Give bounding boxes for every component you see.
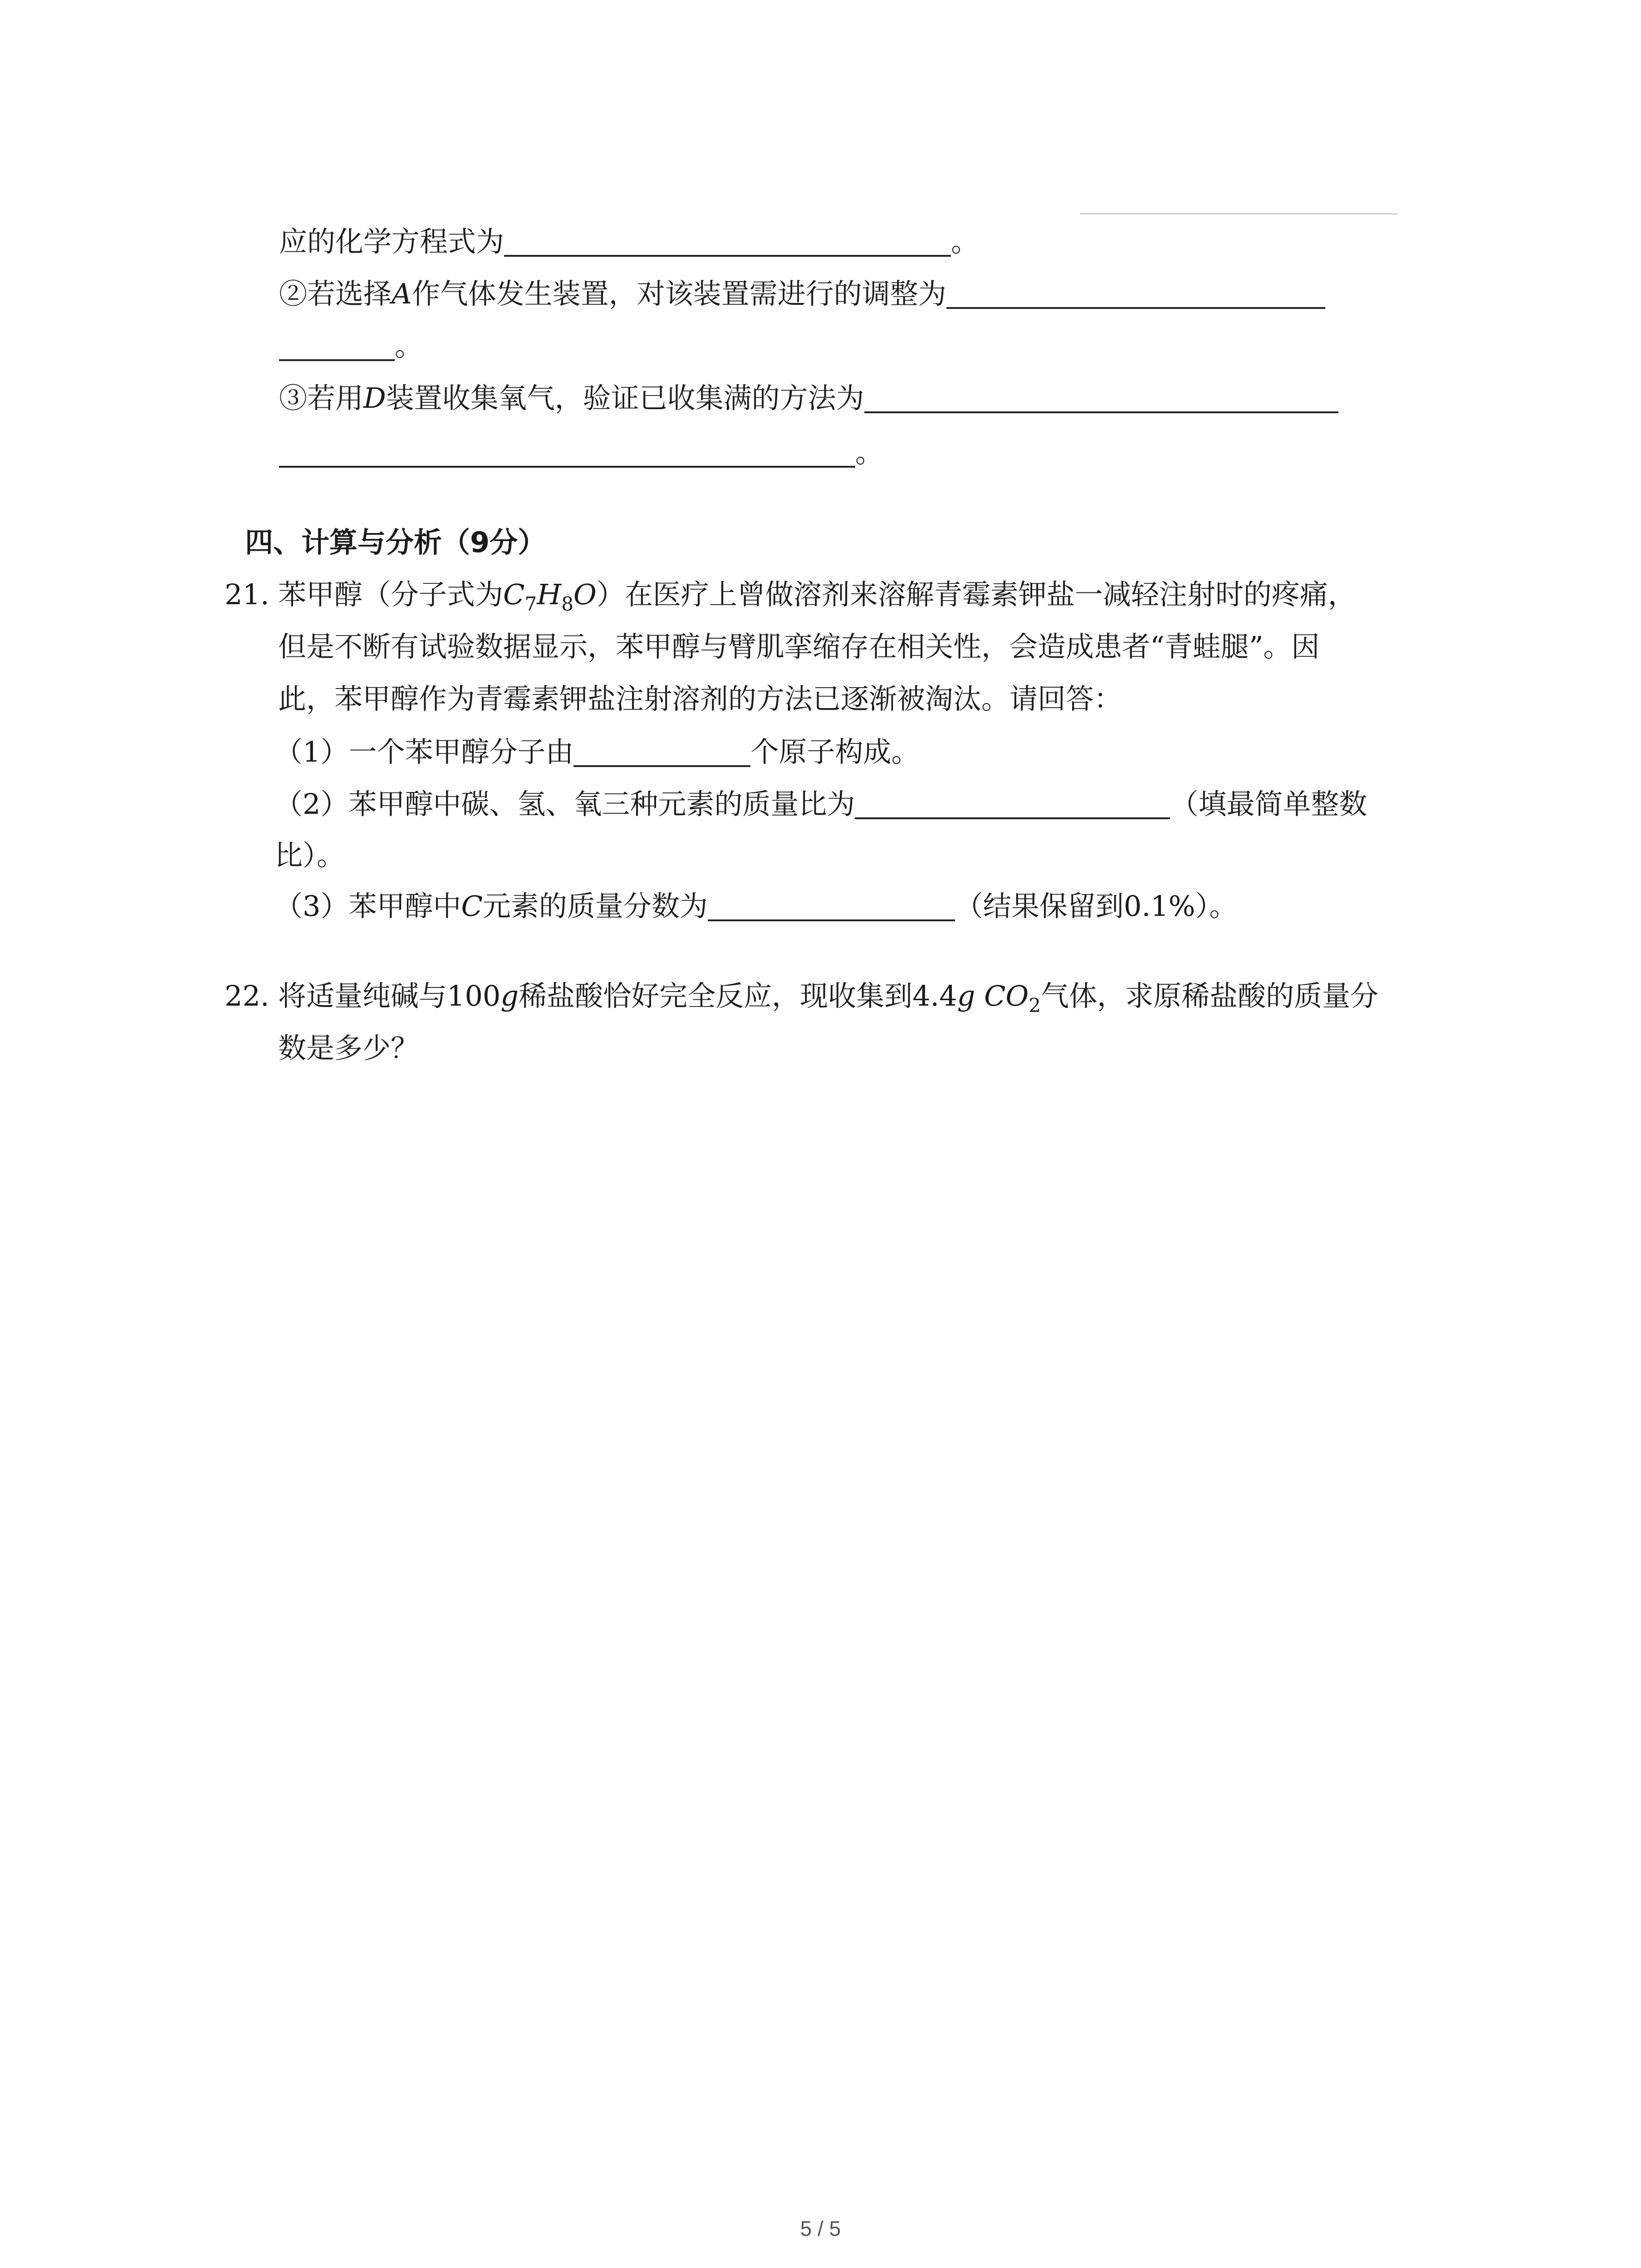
answer-blank-atom-count[interactable] <box>573 737 750 767</box>
answer-blank-mass-ratio[interactable] <box>855 789 1170 819</box>
q21-sub-3: （3）苯甲醇中C元素的质量分数为 （结果保留到0.1%）。 <box>274 890 1238 923</box>
answer-blank-mass-fraction[interactable] <box>708 891 955 921</box>
q22-line-2: 数是多少？ <box>278 1031 419 1065</box>
answer-blank-verify-cont[interactable] <box>279 438 855 468</box>
q21-sub-2-cont: 比）。 <box>274 839 345 872</box>
q21-line-1: 21. 苯甲醇（分子式为$C_7H_8O$）在医疗上曾做溶剂来溶解青霉素钾盐一减轻注射时的疼痛， <box>225 578 1356 615</box>
co2-formula: CO <box>984 979 1029 1012</box>
q21-number: 21. <box>225 578 269 611</box>
formula-h: H <box>537 578 562 611</box>
q22-number: 22. <box>225 979 269 1012</box>
q21-line-3: 此，苯甲醇作为青霉素钾盐注射溶剂的方法已逐渐被淘汰。请回答： <box>278 682 1122 715</box>
q21-sub-2: （2）苯甲醇中碳、氢、氧三种元素的质量比为 （填最简单整数 <box>274 787 1367 821</box>
page-number: 5 / 5 <box>800 2217 841 2240</box>
prev-line-2: ②若选择A作气体发生装置，对该装置需进行的调整为 <box>279 279 1325 309</box>
section-title: 四、计算与分析（9分） <box>245 526 546 559</box>
answer-blank-equation[interactable] <box>504 227 951 257</box>
prev-line-5: 。 <box>279 438 883 468</box>
answer-blank-verify[interactable] <box>864 383 1338 413</box>
formula-o: O <box>573 578 597 611</box>
answer-blank-adjustment[interactable] <box>946 279 1325 309</box>
formula-c: C <box>503 578 525 611</box>
q21-line-2: 但是不断有试验数据显示，苯甲醇与臂肌挛缩存在相关性，会造成患者“青蛙腿”。因 <box>278 630 1320 663</box>
q22-line-1: 22. 将适量纯碱与100g稀盐酸恰好完全反应，现收集到4.4g $CO_2$气体，求原稀盐酸的质量分 <box>225 979 1379 1017</box>
top-divider <box>1080 213 1397 215</box>
prev-line-3: 。 <box>279 331 423 361</box>
prev-line-4: ③若用D装置收集氧气，验证已收集满的方法为 <box>279 383 1338 413</box>
prev-line-1: 应的化学方程式为 。 <box>279 225 980 258</box>
answer-blank-adjustment-cont[interactable] <box>279 331 395 361</box>
q21-sub-1: （1）一个苯甲醇分子由 个原子构成。 <box>274 735 920 768</box>
